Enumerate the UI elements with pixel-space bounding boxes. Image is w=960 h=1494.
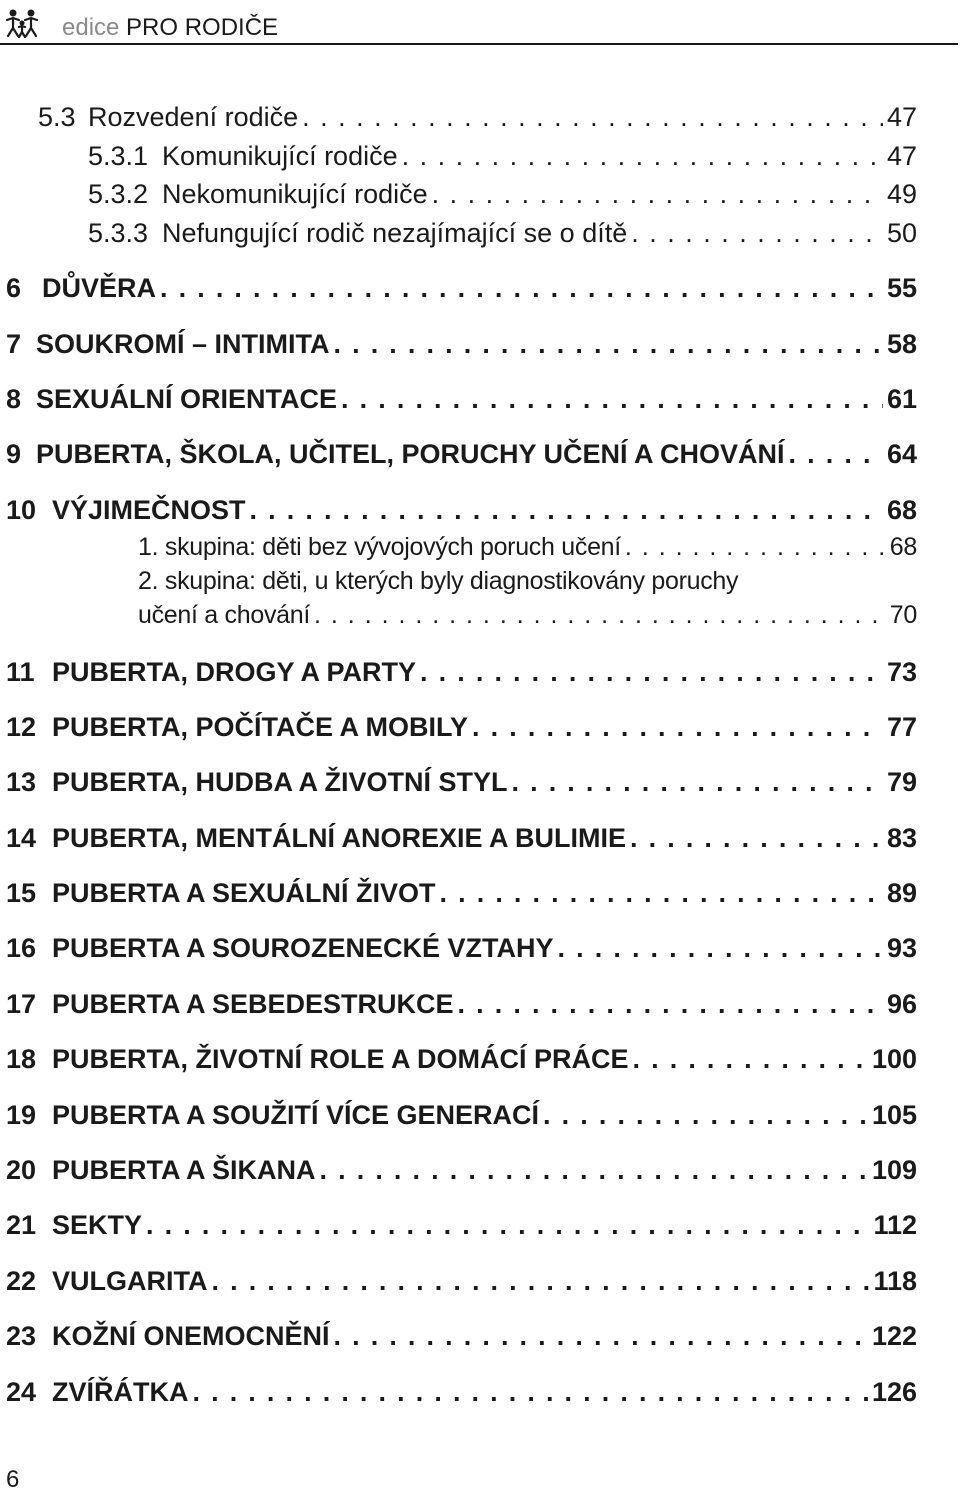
toc-entry-chapter-6[interactable] (6, 273, 917, 304)
family-icon (4, 8, 44, 38)
toc-entry-chapter-9[interactable] (6, 439, 917, 470)
dot-leader (250, 495, 883, 526)
toc-title: PUBERTA, POČÍTAČE A MOBILY (52, 712, 469, 742)
toc-number: 9 (6, 439, 22, 469)
toc-number: 12 (6, 712, 37, 742)
edition-title (62, 14, 278, 42)
toc-number: 11 (6, 657, 35, 687)
toc-title: VULGARITA (52, 1266, 208, 1296)
toc-title: PUBERTA A SOUROZENECKÉ VZTAHY (52, 933, 554, 963)
toc-entry-chapter-23[interactable] (6, 1321, 917, 1352)
toc-page: 96 (886, 989, 917, 1019)
toc-page: 55 (886, 273, 917, 303)
toc-entry-chapter-11[interactable] (6, 657, 917, 688)
toc-number: 8 (6, 384, 22, 414)
toc-number: 22 (6, 1266, 37, 1296)
page-header (0, 0, 960, 44)
toc-title: PUBERTA, ŠKOLA, UČITEL, PORUCHY UČENÍ A CHOVÁNÍ (36, 439, 785, 469)
toc-page: 105 (871, 1100, 917, 1130)
toc-page: 61 (886, 384, 917, 414)
toc-entry-chapter-24[interactable] (6, 1377, 917, 1408)
dot-leader (402, 141, 883, 172)
dot-leader (631, 218, 883, 249)
toc-title: VÝJIMEČNOST (52, 495, 246, 525)
dot-leader (472, 712, 883, 743)
toc-page: 118 (873, 1266, 917, 1296)
toc-title: KOŽNÍ ONEMOCNĚNÍ (52, 1321, 330, 1351)
header-divider (0, 43, 958, 45)
toc-entry-chapter-14[interactable] (6, 823, 917, 854)
toc-title: PUBERTA A SEXUÁLNÍ ŽIVOT (52, 878, 436, 908)
toc-page: 89 (886, 878, 917, 908)
toc-title: ZVÍŘÁTKA (52, 1377, 189, 1407)
toc-title: Nekomunikující rodiče (162, 179, 428, 209)
toc-number: 23 (6, 1321, 37, 1351)
toc-entry-5-3-2[interactable] (88, 179, 917, 210)
toc-entry-5-3-3[interactable] (88, 218, 917, 249)
toc-entry-chapter-10[interactable] (6, 495, 917, 526)
toc-title: PUBERTA, DROGY A PARTY (52, 657, 417, 687)
toc-entry-chapter-20[interactable] (6, 1155, 917, 1186)
dot-leader (625, 533, 886, 562)
toc-page: 79 (886, 767, 917, 797)
dot-leader (320, 1155, 868, 1186)
toc-entry-chapter-22[interactable] (6, 1266, 917, 1297)
toc-title: SEXUÁLNÍ ORIENTACE (36, 384, 338, 414)
toc-number: 6 (6, 273, 22, 303)
toc-title: PUBERTA, ŽIVOTNÍ ROLE A DOMÁCÍ PRÁCE (52, 1044, 629, 1074)
toc-page: 100 (871, 1044, 917, 1074)
dot-leader (630, 823, 883, 854)
toc-number: 5.3.1 (88, 141, 149, 171)
toc-entry-chapter-19[interactable] (6, 1100, 917, 1131)
page-number: 6 (6, 1466, 20, 1493)
toc-page: 64 (886, 439, 917, 469)
toc-page: 68 (889, 533, 917, 561)
toc-page: 58 (886, 329, 917, 359)
toc-title: Komunikující rodiče (162, 141, 398, 171)
toc-page: 50 (886, 218, 917, 248)
toc-title: PUBERTA A SEBEDESTRUKCE (52, 989, 454, 1019)
toc-number: 5.3.2 (88, 179, 149, 209)
toc-page: 122 (871, 1321, 917, 1351)
toc-page: 47 (886, 141, 917, 171)
toc-title: Rozvedení rodiče (88, 102, 299, 132)
dot-leader (432, 179, 883, 210)
dot-leader (341, 384, 883, 415)
dot-leader (543, 1100, 868, 1131)
toc-title: Nefungující rodič nezajímající se o dítě (162, 218, 628, 248)
toc-entry-chapter-12[interactable] (6, 712, 917, 743)
dot-leader (633, 1044, 868, 1075)
dot-leader (440, 878, 883, 909)
dot-leader (212, 1266, 870, 1297)
toc-entry-chapter-8[interactable] (6, 384, 917, 415)
toc-page: 49 (886, 179, 917, 209)
toc-entry-5-3[interactable] (38, 102, 917, 133)
toc-title: DŮVĚRA (42, 273, 157, 303)
toc-number: 5.3.3 (88, 218, 149, 248)
toc-title: PUBERTA, MENTÁLNÍ ANOREXIE A BULIMIE (52, 823, 627, 853)
toc-title: PUBERTA A SOUŽITÍ VÍCE GENERACÍ (52, 1100, 540, 1130)
toc-entry-10-group-2[interactable] (138, 601, 917, 630)
toc-entry-10-group-1[interactable] (138, 533, 917, 562)
toc-entry-chapter-16[interactable] (6, 933, 917, 964)
toc-number: 19 (6, 1100, 37, 1130)
toc-number: 5.3 (38, 102, 76, 132)
toc-page: 73 (886, 657, 917, 687)
dot-leader (420, 657, 883, 688)
toc-page: 70 (889, 601, 917, 629)
dot-leader (512, 767, 883, 798)
toc-entry-chapter-7[interactable] (6, 329, 917, 360)
toc-page: 109 (871, 1155, 917, 1185)
toc-entry-chapter-13[interactable] (6, 767, 917, 798)
toc-entry-chapter-18[interactable] (6, 1044, 917, 1075)
dot-leader (146, 1210, 869, 1241)
toc-number: 13 (6, 767, 37, 797)
toc-entry-5-3-1[interactable] (88, 141, 917, 172)
toc-page: 93 (886, 933, 917, 963)
dot-leader (314, 601, 886, 630)
toc-page: 112 (873, 1210, 917, 1240)
dot-leader (160, 273, 883, 304)
toc-number: 14 (6, 823, 37, 853)
toc-number: 21 (6, 1210, 37, 1240)
toc-entry-chapter-21[interactable] (6, 1210, 917, 1241)
toc-title: SEKTY (52, 1210, 143, 1240)
dot-leader (458, 989, 883, 1020)
toc-title: SOUKROMÍ – INTIMITA (36, 329, 330, 359)
toc-page: 47 (886, 102, 917, 132)
toc-number: 10 (6, 495, 37, 525)
toc-entry-chapter-17[interactable] (6, 989, 917, 1020)
toc-page: 126 (871, 1377, 917, 1407)
toc-number: 16 (6, 933, 37, 963)
toc-page: 77 (886, 712, 917, 742)
toc-number: 20 (6, 1155, 37, 1185)
toc-page: 68 (886, 495, 917, 525)
dot-leader (193, 1377, 868, 1408)
toc-number: 15 (6, 878, 37, 908)
edition-prefix: edice (62, 14, 120, 41)
dot-leader (334, 1321, 868, 1352)
dot-leader (302, 102, 883, 133)
toc-number: 17 (6, 989, 37, 1019)
toc-entry-chapter-15[interactable] (6, 878, 917, 909)
toc-entry-10-group-2-line1: 2. skupina: děti, u kterých byly diagnostikovány poruchy (138, 567, 739, 595)
toc-title: učení a chování (138, 601, 311, 629)
toc-title: PUBERTA, HUDBA A ŽIVOTNÍ STYL (52, 767, 508, 797)
toc-title: 1. skupina: děti bez vývojových poruch učení (138, 533, 621, 561)
toc-number: 24 (6, 1377, 37, 1407)
dot-leader (334, 329, 883, 360)
toc-title: PUBERTA A ŠIKANA (52, 1155, 316, 1185)
edition-name: PRO RODIČE (126, 14, 279, 41)
dot-leader (789, 439, 883, 470)
toc-number: 18 (6, 1044, 37, 1074)
dot-leader (558, 933, 883, 964)
toc-page: 83 (886, 823, 917, 853)
toc-number: 7 (6, 329, 22, 359)
